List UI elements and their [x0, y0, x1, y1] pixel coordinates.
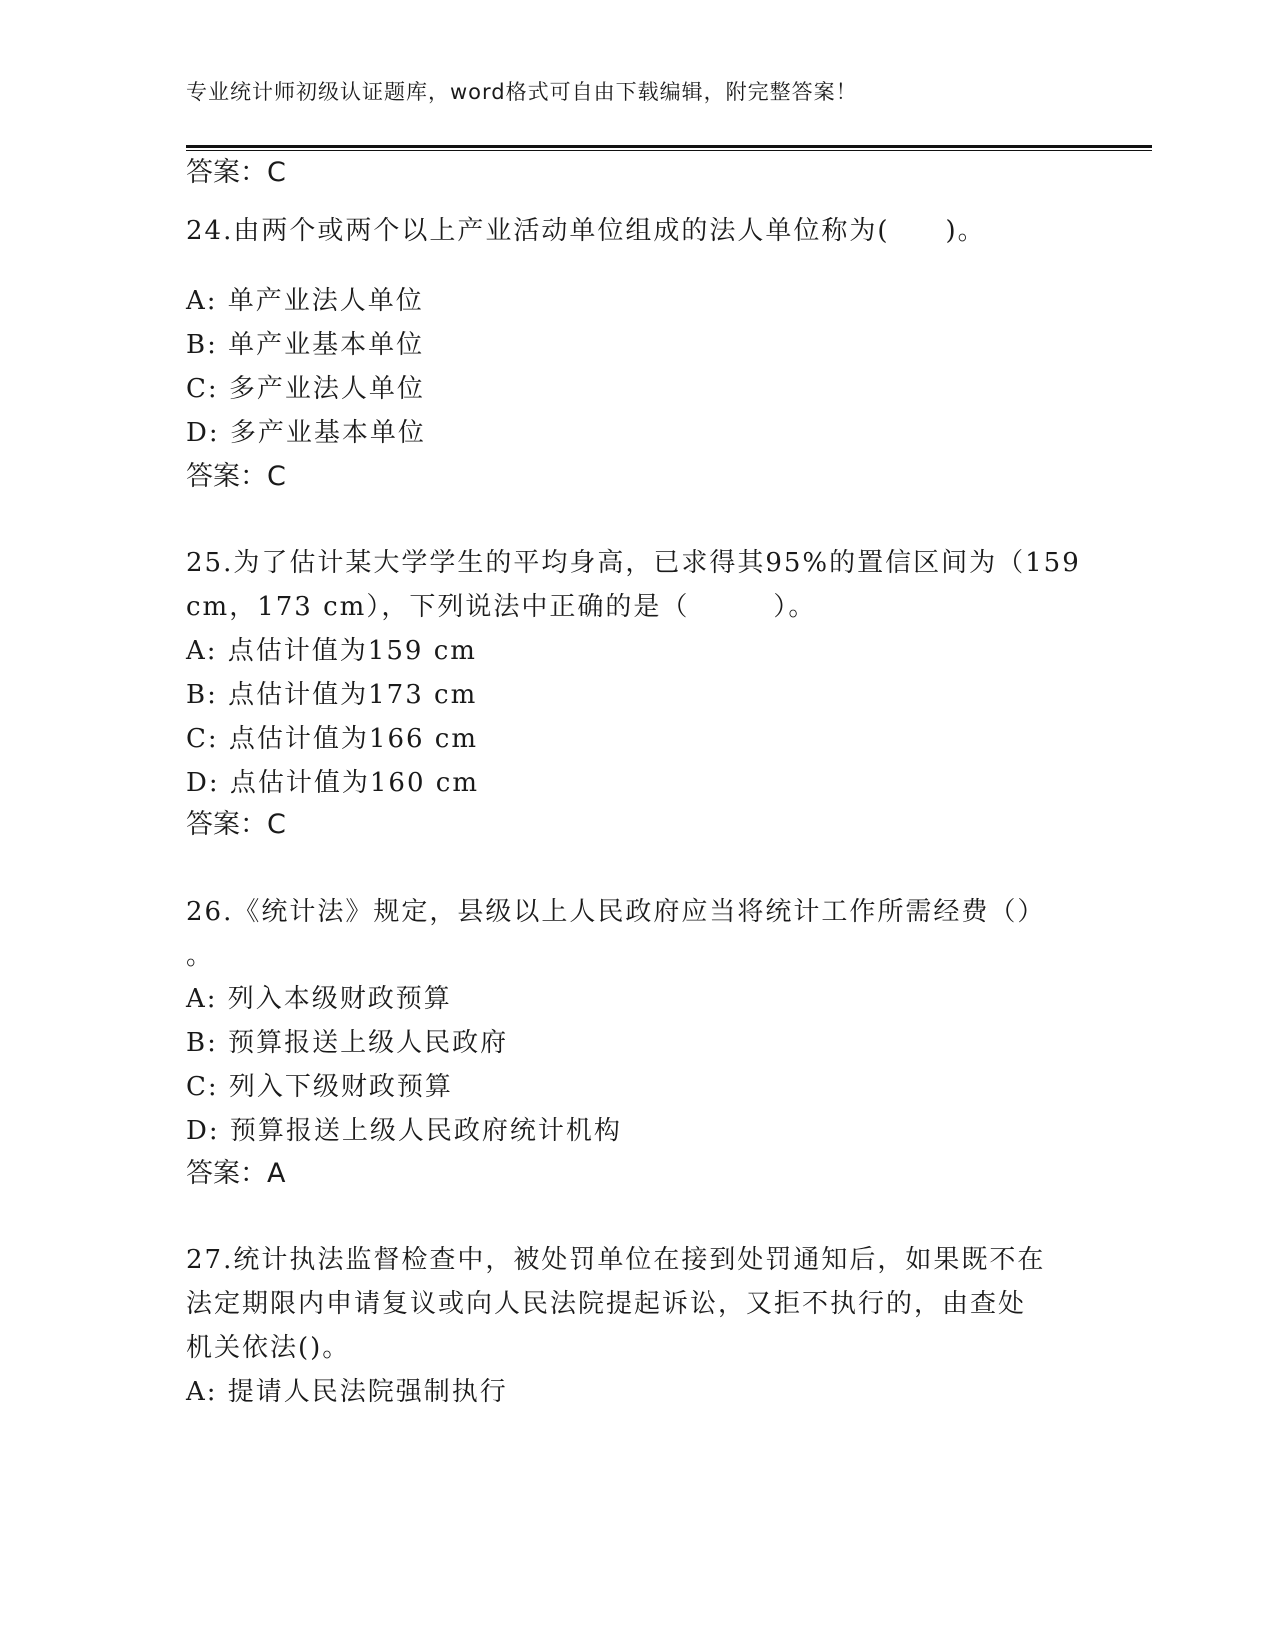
question-26-option-a: A: 列入本级财政预算 — [186, 984, 452, 1014]
question-25-stem-line-1: 25.为了估计某大学学生的平均身高，已求得其95%的置信区间为（159 — [186, 548, 1081, 578]
answer-26: 答案：A — [186, 1158, 286, 1189]
question-25-option-a: A: 点估计值为159 cm — [186, 636, 477, 666]
answer-24: 答案：C — [186, 461, 286, 492]
question-24-option-a: A: 单产业法人单位 — [186, 286, 424, 316]
question-25-option-d: D: 点估计值为160 cm — [186, 768, 479, 798]
question-24-option-c: C: 多产业法人单位 — [186, 374, 425, 404]
question-26-stem-line-2: 。 — [186, 941, 215, 971]
question-26-option-d: D: 预算报送上级人民政府统计机构 — [186, 1116, 622, 1146]
question-27-option-a: A: 提请人民法院强制执行 — [186, 1377, 508, 1407]
question-26-option-c: C: 列入下级财政预算 — [186, 1072, 453, 1102]
question-25-option-c: C: 点估计值为166 cm — [186, 724, 479, 754]
answer-25: 答案：C — [186, 809, 286, 840]
header-divider-thin — [186, 150, 1152, 151]
page-header: 专业统计师初级认证题库，word格式可自由下载编辑，附完整答案！ — [186, 80, 858, 104]
question-27-stem-line-2: 法定期限内申请复议或向人民法院提起诉讼，又拒不执行的，由查处 — [186, 1289, 1027, 1319]
header-divider — [186, 145, 1152, 148]
question-27-stem-line-1: 27.统计执法监督检查中，被处罚单位在接到处罚通知后，如果既不在 — [186, 1245, 1046, 1275]
question-26-stem-line-1: 26.《统计法》规定，县级以上人民政府应当将统计工作所需经费（） — [186, 897, 1046, 927]
question-24-option-d: D: 多产业基本单位 — [186, 418, 426, 448]
question-27-stem-line-3: 机关依法()。 — [186, 1333, 351, 1363]
question-25-option-b: B: 点估计值为173 cm — [186, 680, 478, 710]
answer-23: 答案：C — [186, 157, 286, 188]
question-24-option-b: B: 单产业基本单位 — [186, 330, 425, 360]
question-24-stem: 24.由两个或两个以上产业活动单位组成的法人单位称为( )。 — [186, 216, 986, 246]
question-26-option-b: B: 预算报送上级人民政府 — [186, 1028, 509, 1058]
question-25-stem-line-2: cm，173 cm），下列说法中正确的是（ ）。 — [186, 592, 817, 622]
